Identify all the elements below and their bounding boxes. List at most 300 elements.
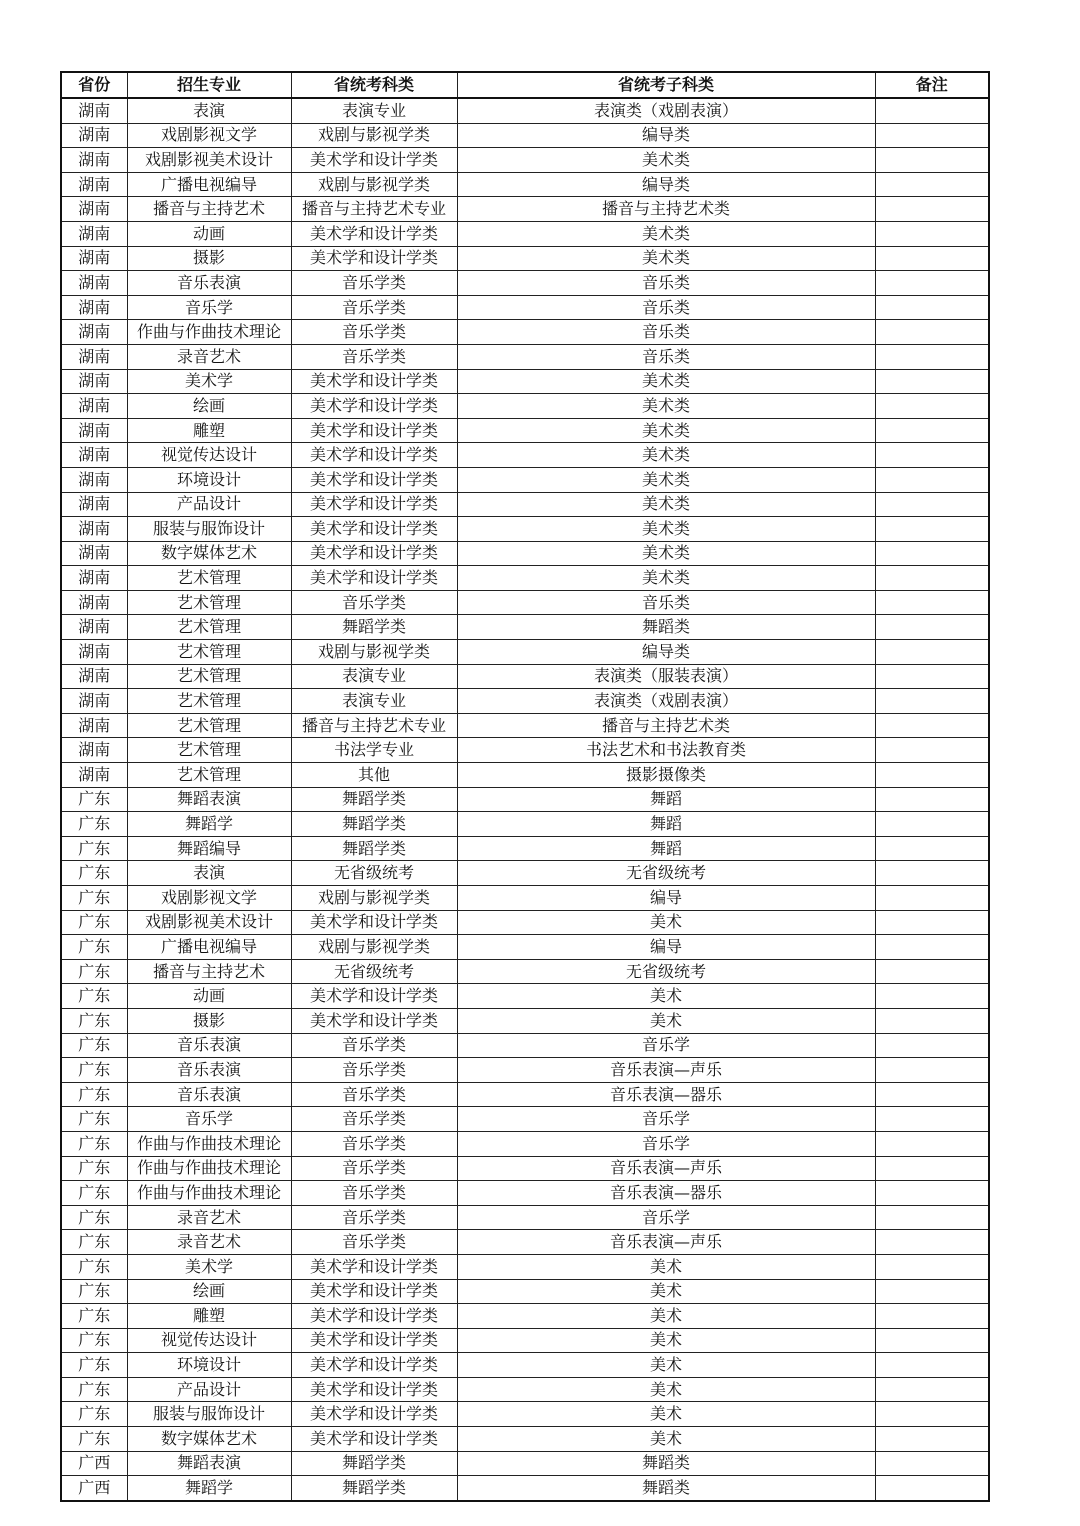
cell-remarks	[875, 664, 989, 689]
cell-exam-subcategory: 美术	[457, 984, 875, 1009]
cell-exam-category: 美术学和设计学类	[291, 517, 457, 542]
cell-major: 舞蹈编导	[127, 836, 291, 861]
cell-remarks	[875, 1033, 989, 1058]
cell-major: 数字媒体艺术	[127, 1427, 291, 1452]
cell-province: 广东	[61, 1205, 127, 1230]
cell-major: 音乐表演	[127, 1082, 291, 1107]
cell-remarks	[875, 172, 989, 197]
cell-exam-category: 美术学和设计学类	[291, 910, 457, 935]
cell-province: 广西	[61, 1476, 127, 1501]
cell-province: 广东	[61, 836, 127, 861]
cell-remarks	[875, 320, 989, 345]
cell-exam-subcategory: 美术	[457, 1254, 875, 1279]
table-row	[61, 836, 989, 861]
cell-province: 广东	[61, 886, 127, 911]
cell-remarks	[875, 394, 989, 419]
cell-exam-category: 美术学和设计学类	[291, 1328, 457, 1353]
table-row	[61, 221, 989, 246]
cell-major: 服装与服饰设计	[127, 517, 291, 542]
cell-remarks	[875, 1107, 989, 1132]
cell-exam-category: 音乐学类	[291, 1058, 457, 1083]
cell-province: 湖南	[61, 320, 127, 345]
cell-major: 表演	[127, 861, 291, 886]
cell-exam-subcategory: 无省级统考	[457, 861, 875, 886]
cell-remarks	[875, 467, 989, 492]
cell-province: 湖南	[61, 443, 127, 468]
table-row	[61, 369, 989, 394]
cell-remarks	[875, 1476, 989, 1501]
table-row	[61, 295, 989, 320]
table-row	[61, 1230, 989, 1255]
cell-exam-subcategory: 美术	[457, 1427, 875, 1452]
cell-exam-category: 音乐学类	[291, 1082, 457, 1107]
cell-exam-category: 美术学和设计学类	[291, 566, 457, 591]
cell-exam-subcategory: 音乐学	[457, 1205, 875, 1230]
cell-exam-subcategory: 播音与主持艺术类	[457, 713, 875, 738]
cell-exam-subcategory: 音乐表演—器乐	[457, 1181, 875, 1206]
cell-major: 舞蹈表演	[127, 1451, 291, 1476]
cell-exam-subcategory: 舞蹈	[457, 787, 875, 812]
cell-province: 湖南	[61, 271, 127, 296]
cell-province: 湖南	[61, 221, 127, 246]
cell-exam-subcategory: 音乐表演—声乐	[457, 1058, 875, 1083]
cell-major: 舞蹈学	[127, 1476, 291, 1501]
cell-exam-category: 美术学和设计学类	[291, 394, 457, 419]
cell-exam-category: 音乐学类	[291, 1181, 457, 1206]
cell-exam-subcategory: 编导	[457, 935, 875, 960]
cell-remarks	[875, 1451, 989, 1476]
table-row	[61, 1082, 989, 1107]
cell-major: 作曲与作曲技术理论	[127, 320, 291, 345]
cell-exam-category: 戏剧与影视学类	[291, 123, 457, 148]
cell-remarks	[875, 295, 989, 320]
cell-province: 湖南	[61, 418, 127, 443]
cell-major: 艺术管理	[127, 738, 291, 763]
cell-exam-subcategory: 音乐类	[457, 590, 875, 615]
cell-exam-subcategory: 音乐类	[457, 344, 875, 369]
cell-remarks	[875, 689, 989, 714]
table-row	[61, 1181, 989, 1206]
cell-exam-subcategory: 美术	[457, 1304, 875, 1329]
table-row	[61, 197, 989, 222]
cell-exam-subcategory: 舞蹈类	[457, 615, 875, 640]
cell-exam-subcategory: 美术	[457, 1353, 875, 1378]
cell-major: 作曲与作曲技术理论	[127, 1181, 291, 1206]
cell-major: 雕塑	[127, 1304, 291, 1329]
cell-exam-subcategory: 表演类（戏剧表演）	[457, 98, 875, 123]
table-row	[61, 148, 989, 173]
cell-major: 环境设计	[127, 467, 291, 492]
cell-exam-subcategory: 编导类	[457, 640, 875, 665]
cell-major: 播音与主持艺术	[127, 959, 291, 984]
cell-remarks	[875, 1353, 989, 1378]
cell-exam-category: 表演专业	[291, 664, 457, 689]
table-row	[61, 1304, 989, 1329]
cell-exam-subcategory: 编导类	[457, 172, 875, 197]
cell-exam-category: 书法学专业	[291, 738, 457, 763]
cell-remarks	[875, 984, 989, 1009]
cell-exam-category: 表演专业	[291, 98, 457, 123]
cell-exam-subcategory: 美术	[457, 1402, 875, 1427]
cell-province: 广东	[61, 1181, 127, 1206]
cell-province: 湖南	[61, 492, 127, 517]
cell-exam-category: 美术学和设计学类	[291, 418, 457, 443]
cell-major: 作曲与作曲技术理论	[127, 1131, 291, 1156]
table-row	[61, 492, 989, 517]
cell-exam-category: 音乐学类	[291, 1205, 457, 1230]
cell-province: 广东	[61, 984, 127, 1009]
cell-major: 录音艺术	[127, 1205, 291, 1230]
table-row	[61, 1353, 989, 1378]
cell-major: 视觉传达设计	[127, 1328, 291, 1353]
admission-table	[60, 71, 990, 1502]
cell-major: 视觉传达设计	[127, 443, 291, 468]
table-row	[61, 1107, 989, 1132]
cell-exam-subcategory: 美术	[457, 1008, 875, 1033]
cell-remarks	[875, 713, 989, 738]
cell-exam-category: 美术学和设计学类	[291, 492, 457, 517]
cell-major: 音乐表演	[127, 271, 291, 296]
cell-exam-subcategory: 音乐表演—器乐	[457, 1082, 875, 1107]
cell-exam-category: 美术学和设计学类	[291, 1427, 457, 1452]
cell-major: 环境设计	[127, 1353, 291, 1378]
cell-remarks	[875, 148, 989, 173]
cell-province: 湖南	[61, 369, 127, 394]
cell-remarks	[875, 1279, 989, 1304]
cell-province: 广东	[61, 1304, 127, 1329]
cell-major: 数字媒体艺术	[127, 541, 291, 566]
cell-remarks	[875, 418, 989, 443]
table-row	[61, 1131, 989, 1156]
table-row	[61, 394, 989, 419]
cell-major: 艺术管理	[127, 640, 291, 665]
table-row	[61, 1156, 989, 1181]
header-row	[61, 72, 989, 98]
table-body	[61, 98, 989, 1501]
cell-major: 产品设计	[127, 492, 291, 517]
cell-remarks	[875, 763, 989, 788]
cell-major: 艺术管理	[127, 590, 291, 615]
cell-exam-category: 音乐学类	[291, 295, 457, 320]
cell-exam-category: 舞蹈学类	[291, 615, 457, 640]
cell-remarks	[875, 738, 989, 763]
cell-remarks	[875, 640, 989, 665]
cell-exam-subcategory: 音乐类	[457, 295, 875, 320]
cell-exam-category: 音乐学类	[291, 1131, 457, 1156]
table-row	[61, 172, 989, 197]
cell-major: 绘画	[127, 394, 291, 419]
cell-exam-category: 音乐学类	[291, 320, 457, 345]
cell-exam-subcategory: 无省级统考	[457, 959, 875, 984]
cell-exam-subcategory: 美术	[457, 910, 875, 935]
cell-major: 舞蹈学	[127, 812, 291, 837]
cell-exam-category: 音乐学类	[291, 1156, 457, 1181]
cell-exam-subcategory: 美术类	[457, 566, 875, 591]
cell-major: 摄影	[127, 1008, 291, 1033]
cell-province: 湖南	[61, 246, 127, 271]
cell-major: 音乐学	[127, 1107, 291, 1132]
cell-remarks	[875, 910, 989, 935]
cell-exam-category: 戏剧与影视学类	[291, 886, 457, 911]
cell-major: 广播电视编导	[127, 172, 291, 197]
cell-exam-subcategory: 美术类	[457, 443, 875, 468]
cell-major: 戏剧影视美术设计	[127, 148, 291, 173]
cell-exam-subcategory: 书法艺术和书法教育类	[457, 738, 875, 763]
cell-remarks	[875, 1008, 989, 1033]
cell-exam-subcategory: 美术类	[457, 492, 875, 517]
cell-province: 湖南	[61, 566, 127, 591]
cell-exam-category: 音乐学类	[291, 344, 457, 369]
cell-exam-category: 戏剧与影视学类	[291, 640, 457, 665]
cell-major: 摄影	[127, 246, 291, 271]
cell-exam-category: 美术学和设计学类	[291, 1279, 457, 1304]
table-row	[61, 1402, 989, 1427]
cell-exam-category: 舞蹈学类	[291, 787, 457, 812]
cell-province: 广东	[61, 935, 127, 960]
cell-province: 广东	[61, 787, 127, 812]
cell-remarks	[875, 861, 989, 886]
cell-major: 表演	[127, 98, 291, 123]
cell-exam-category: 音乐学类	[291, 590, 457, 615]
cell-major: 艺术管理	[127, 763, 291, 788]
table-row	[61, 1008, 989, 1033]
cell-province: 湖南	[61, 123, 127, 148]
cell-major: 戏剧影视美术设计	[127, 910, 291, 935]
cell-province: 广东	[61, 1427, 127, 1452]
table-row	[61, 910, 989, 935]
cell-major: 产品设计	[127, 1377, 291, 1402]
cell-exam-subcategory: 音乐学	[457, 1033, 875, 1058]
cell-major: 艺术管理	[127, 713, 291, 738]
table-row	[61, 344, 989, 369]
cell-major: 播音与主持艺术	[127, 197, 291, 222]
cell-exam-subcategory: 美术类	[457, 246, 875, 271]
cell-province: 广西	[61, 1451, 127, 1476]
cell-exam-category: 音乐学类	[291, 271, 457, 296]
table-row	[61, 640, 989, 665]
cell-major: 作曲与作曲技术理论	[127, 1156, 291, 1181]
cell-remarks	[875, 1082, 989, 1107]
cell-exam-subcategory: 音乐类	[457, 320, 875, 345]
table-row	[61, 1451, 989, 1476]
cell-exam-category: 无省级统考	[291, 959, 457, 984]
header-exam-category: 省统考科类	[291, 72, 457, 98]
header-exam-subcategory: 省统考子科类	[457, 72, 875, 98]
cell-exam-category: 表演专业	[291, 689, 457, 714]
cell-province: 湖南	[61, 664, 127, 689]
cell-remarks	[875, 886, 989, 911]
cell-major: 美术学	[127, 369, 291, 394]
cell-exam-subcategory: 表演类（戏剧表演）	[457, 689, 875, 714]
cell-major: 广播电视编导	[127, 935, 291, 960]
cell-exam-category: 美术学和设计学类	[291, 246, 457, 271]
cell-province: 湖南	[61, 394, 127, 419]
cell-remarks	[875, 1156, 989, 1181]
cell-remarks	[875, 541, 989, 566]
cell-exam-category: 美术学和设计学类	[291, 467, 457, 492]
cell-exam-category: 美术学和设计学类	[291, 148, 457, 173]
table-row	[61, 1377, 989, 1402]
cell-exam-category: 美术学和设计学类	[291, 541, 457, 566]
cell-remarks	[875, 836, 989, 861]
table-row	[61, 664, 989, 689]
cell-exam-subcategory: 音乐学	[457, 1107, 875, 1132]
cell-province: 广东	[61, 910, 127, 935]
cell-major: 戏剧影视文学	[127, 886, 291, 911]
table-row	[61, 590, 989, 615]
table-row	[61, 959, 989, 984]
cell-province: 广东	[61, 959, 127, 984]
table-row	[61, 615, 989, 640]
table-row	[61, 787, 989, 812]
cell-exam-subcategory: 编导	[457, 886, 875, 911]
table-row	[61, 246, 989, 271]
cell-exam-subcategory: 美术类	[457, 369, 875, 394]
cell-remarks	[875, 123, 989, 148]
cell-exam-category: 美术学和设计学类	[291, 443, 457, 468]
cell-remarks	[875, 98, 989, 123]
cell-major: 音乐表演	[127, 1033, 291, 1058]
table-row	[61, 566, 989, 591]
cell-province: 广东	[61, 1328, 127, 1353]
header-province: 省份	[61, 72, 127, 98]
table-row	[61, 886, 989, 911]
cell-province: 广东	[61, 1033, 127, 1058]
cell-remarks	[875, 369, 989, 394]
cell-exam-subcategory: 美术类	[457, 221, 875, 246]
table-row	[61, 689, 989, 714]
cell-exam-subcategory: 美术类	[457, 541, 875, 566]
cell-exam-subcategory: 音乐类	[457, 271, 875, 296]
cell-remarks	[875, 615, 989, 640]
cell-major: 艺术管理	[127, 689, 291, 714]
cell-remarks	[875, 1131, 989, 1156]
cell-exam-subcategory: 播音与主持艺术类	[457, 197, 875, 222]
cell-exam-category: 播音与主持艺术专业	[291, 713, 457, 738]
cell-remarks	[875, 197, 989, 222]
cell-province: 湖南	[61, 148, 127, 173]
cell-major: 雕塑	[127, 418, 291, 443]
cell-exam-category: 美术学和设计学类	[291, 1304, 457, 1329]
cell-province: 湖南	[61, 467, 127, 492]
cell-remarks	[875, 1254, 989, 1279]
table-row	[61, 123, 989, 148]
cell-remarks	[875, 959, 989, 984]
table-row	[61, 1279, 989, 1304]
cell-remarks	[875, 1328, 989, 1353]
cell-exam-subcategory: 舞蹈	[457, 812, 875, 837]
cell-exam-subcategory: 舞蹈类	[457, 1451, 875, 1476]
cell-province: 湖南	[61, 98, 127, 123]
cell-province: 广东	[61, 1058, 127, 1083]
cell-province: 湖南	[61, 689, 127, 714]
cell-remarks	[875, 517, 989, 542]
cell-exam-category: 舞蹈学类	[291, 1476, 457, 1501]
cell-major: 动画	[127, 984, 291, 1009]
cell-remarks	[875, 1427, 989, 1452]
table-row	[61, 1058, 989, 1083]
cell-remarks	[875, 1058, 989, 1083]
cell-exam-category: 音乐学类	[291, 1230, 457, 1255]
cell-province: 广东	[61, 1402, 127, 1427]
cell-remarks	[875, 935, 989, 960]
cell-exam-subcategory: 美术	[457, 1328, 875, 1353]
cell-exam-subcategory: 音乐学	[457, 1131, 875, 1156]
cell-province: 湖南	[61, 541, 127, 566]
cell-exam-subcategory: 美术	[457, 1377, 875, 1402]
cell-exam-category: 美术学和设计学类	[291, 1353, 457, 1378]
cell-province: 广东	[61, 812, 127, 837]
cell-remarks	[875, 344, 989, 369]
header-remarks: 备注	[875, 72, 989, 98]
cell-remarks	[875, 787, 989, 812]
cell-exam-subcategory: 美术类	[457, 394, 875, 419]
cell-major: 艺术管理	[127, 566, 291, 591]
cell-province: 湖南	[61, 197, 127, 222]
cell-exam-category: 美术学和设计学类	[291, 1008, 457, 1033]
cell-exam-category: 美术学和设计学类	[291, 221, 457, 246]
cell-exam-subcategory: 摄影摄像类	[457, 763, 875, 788]
cell-exam-category: 美术学和设计学类	[291, 369, 457, 394]
cell-exam-subcategory: 音乐表演—声乐	[457, 1156, 875, 1181]
cell-remarks	[875, 246, 989, 271]
table-row	[61, 713, 989, 738]
table-row	[61, 541, 989, 566]
table-row	[61, 1328, 989, 1353]
cell-exam-subcategory: 美术	[457, 1279, 875, 1304]
cell-major: 舞蹈表演	[127, 787, 291, 812]
cell-remarks	[875, 1402, 989, 1427]
cell-exam-subcategory: 美术类	[457, 418, 875, 443]
cell-remarks	[875, 271, 989, 296]
cell-exam-category: 美术学和设计学类	[291, 1377, 457, 1402]
cell-remarks	[875, 1377, 989, 1402]
cell-exam-subcategory: 舞蹈类	[457, 1476, 875, 1501]
cell-exam-category: 美术学和设计学类	[291, 1402, 457, 1427]
cell-exam-category: 舞蹈学类	[291, 812, 457, 837]
cell-exam-category: 戏剧与影视学类	[291, 935, 457, 960]
cell-major: 美术学	[127, 1254, 291, 1279]
header-major: 招生专业	[127, 72, 291, 98]
cell-province: 广东	[61, 1353, 127, 1378]
cell-major: 艺术管理	[127, 664, 291, 689]
cell-province: 湖南	[61, 738, 127, 763]
cell-province: 湖南	[61, 295, 127, 320]
cell-exam-subcategory: 美术类	[457, 517, 875, 542]
cell-remarks	[875, 1304, 989, 1329]
cell-province: 湖南	[61, 517, 127, 542]
cell-major: 戏剧影视文学	[127, 123, 291, 148]
cell-major: 音乐表演	[127, 1058, 291, 1083]
cell-remarks	[875, 1230, 989, 1255]
cell-province: 湖南	[61, 615, 127, 640]
cell-remarks	[875, 590, 989, 615]
table-row	[61, 861, 989, 886]
cell-major: 艺术管理	[127, 615, 291, 640]
cell-exam-category: 戏剧与影视学类	[291, 172, 457, 197]
table-row	[61, 320, 989, 345]
table-row	[61, 1254, 989, 1279]
table-row	[61, 763, 989, 788]
cell-exam-category: 音乐学类	[291, 1107, 457, 1132]
cell-remarks	[875, 812, 989, 837]
cell-major: 录音艺术	[127, 1230, 291, 1255]
cell-exam-category: 播音与主持艺术专业	[291, 197, 457, 222]
cell-exam-category: 无省级统考	[291, 861, 457, 886]
cell-province: 广东	[61, 861, 127, 886]
table-row	[61, 418, 989, 443]
cell-province: 广东	[61, 1082, 127, 1107]
